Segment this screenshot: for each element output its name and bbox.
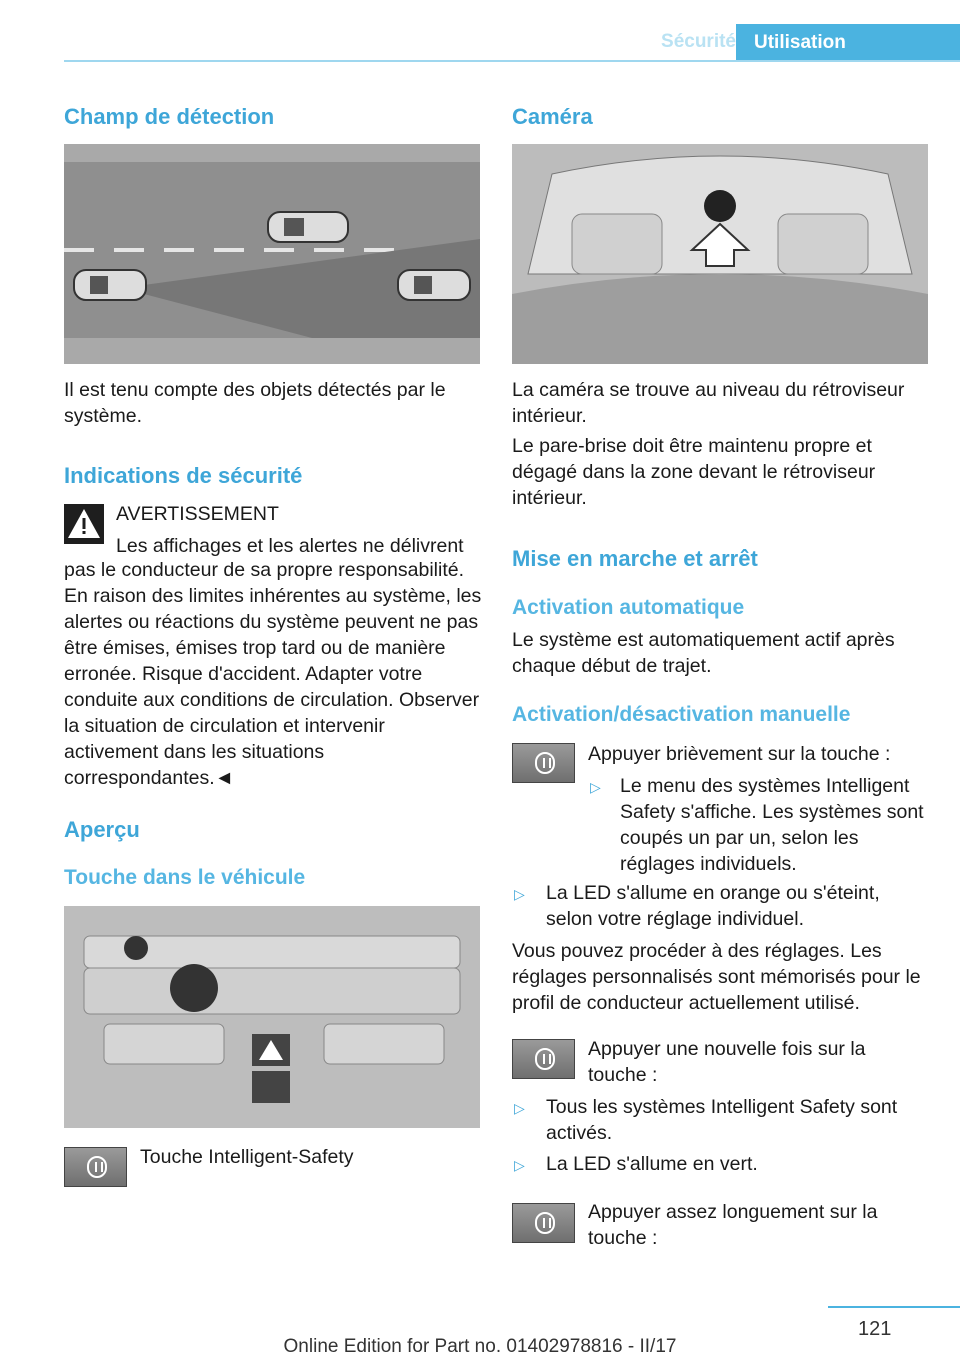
camera-text-2: Le pare-brise doit être maintenu propre et dégagé dans la zone devant le rétroviseur intérieur. [512,435,876,509]
step-press-again: Appuyer une nouvelle fois sur la touche : [588,1038,866,1086]
heading-detection-field: Champ de détection [64,104,275,129]
intelligent-safety-button-icon [512,743,575,783]
button-caption: Touche Intelligent-Safety [140,1146,354,1168]
bullet-menu-appears: Le menu des systèmes Intelligent Safety s'affiche. Les systèmes sont coupés un par un, selon les réglages individuels. [620,775,924,875]
bullet-led-orange: La LED s'allume en orange ou s'éteint, selon votre réglage individuel. [546,882,880,930]
center-console-photo [64,906,480,1128]
bullet-all-activated: Tous les systèmes Intelligent Safety sont activés. [546,1096,898,1144]
detection-field-illustration [64,144,480,364]
header-section: Sécurité [661,31,736,52]
heading-safety-notes: Indications de sécurité [64,463,303,488]
header-chapter-tab: Utilisation [736,24,960,62]
heading-auto-activation: Activation automatique [512,596,745,619]
warning-body: pas le conducteur de sa propre responsabilité. En raison des limites inhérentes au système, les alertes ou réactions du système peuvent ne pas être émises, émises trop tard ou de manière erronée. Risque d'accident. Adapter votre conduite aux conditions de circulation. Observer la situation de circulation et intervenir activement dans les situations correspondantes.◄ [64,559,482,789]
heading-manual-activation: Activation/désactivation manuelle [512,703,851,726]
warning-title: AVERTISSEMENT [116,503,279,525]
intelligent-safety-button-icon [64,1147,127,1187]
heading-overview: Aperçu [64,817,140,842]
page-number: 121 [858,1318,892,1340]
step-long-press: Appuyer assez longuement sur la touche : [588,1201,878,1249]
settings-text: Vous pouvez procéder à des réglages. Les réglages personnalisés sont mémorisés pour le profil de conducteur actuellement utilisé. [512,940,921,1014]
auto-activation-text: Le système est automatiquement actif après chaque début de trajet. [512,629,895,677]
heading-on-off: Mise en marche et arrêt [512,546,758,571]
bullet-marker: ▷ [514,1100,525,1116]
heading-camera: Caméra [512,104,593,129]
bullet-marker: ▷ [590,779,601,795]
step-short-press: Appuyer brièvement sur la touche : [588,743,891,765]
intelligent-safety-button-icon [512,1039,575,1079]
camera-location-photo [512,144,928,364]
warning-triangle-icon [64,504,104,544]
bullet-marker: ▷ [514,1157,525,1173]
bullet-led-green: La LED s'allume en vert. [546,1153,758,1175]
intelligent-safety-button-icon [512,1203,575,1243]
warning-first-line: Les affichages et les alertes ne délivrent [116,535,464,557]
heading-vehicle-button: Touche dans le véhicule [64,866,306,889]
detection-text: Il est tenu compte des objets détectés par le système. [64,379,446,427]
header-divider [64,60,960,62]
bullet-marker: ▷ [514,886,525,902]
footer-divider [828,1306,960,1308]
footer-edition: Online Edition for Part no. 01402978816 - II/17 [283,1336,677,1357]
camera-text-1: La caméra se trouve au niveau du rétroviseur intérieur. [512,379,905,427]
